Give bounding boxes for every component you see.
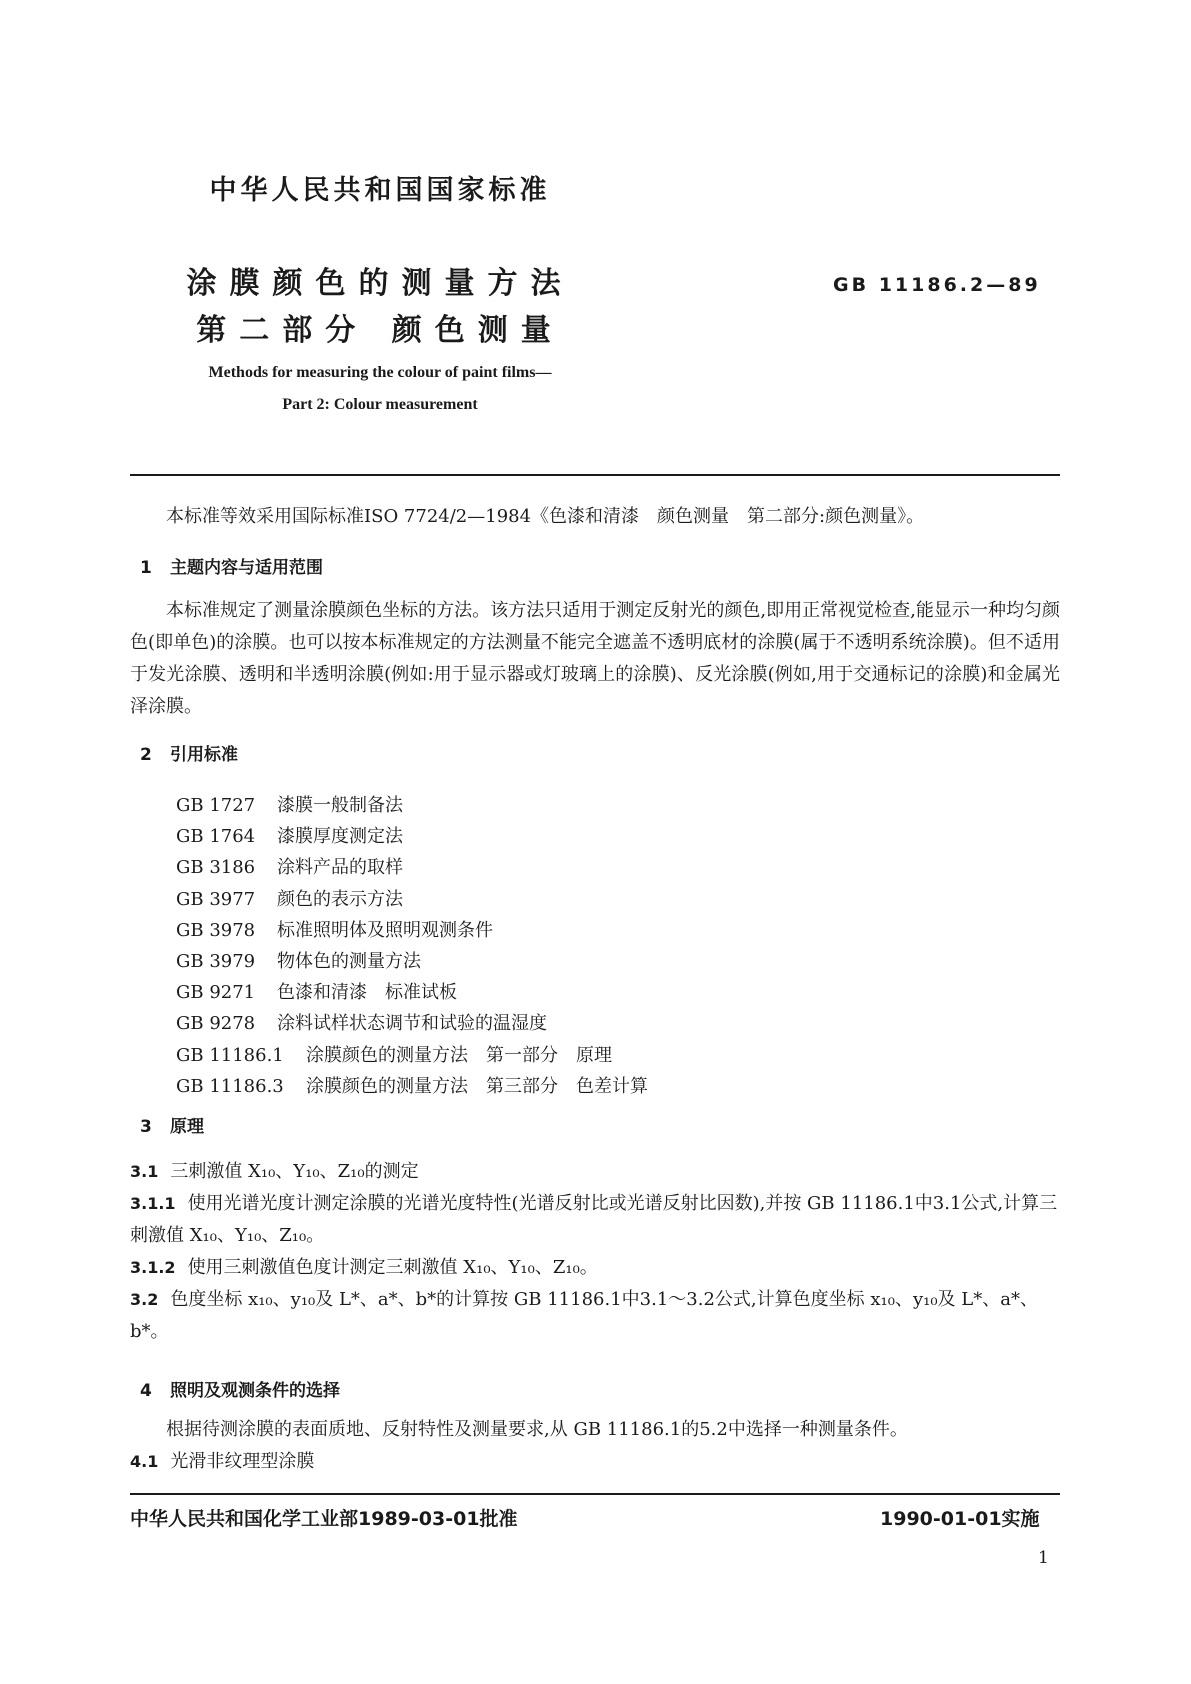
national-standard-heading: 中华人民共和国国家标准 <box>209 175 551 206</box>
reference-title: 涂膜颜色的测量方法 第一部分 原理 <box>306 1044 612 1066</box>
reference-title: 色漆和清漆 标准试板 <box>277 982 457 1004</box>
section-number: 2 <box>140 745 152 765</box>
section-4-heading <box>140 1376 340 1401</box>
document-subtitle: 第二部分 颜色测量 <box>196 313 564 348</box>
reference-item <box>176 1009 648 1040</box>
reference-title: 涂膜颜色的测量方法 第三部分 色差计算 <box>306 1075 648 1097</box>
intro-paragraph: 本标准等效采用国际标准ISO 7724/2—1984《色漆和清漆 颜色测量 第二部分:颜色测量》。 <box>166 506 925 527</box>
clause-text: 光滑非纹理型涂膜 <box>170 1451 315 1472</box>
english-title-line1: Methods for measuring the colour of paint films— <box>208 364 552 381</box>
reference-code: GB 9278 <box>176 1013 256 1035</box>
clause-number: 3.1.1 <box>130 1194 176 1213</box>
clause-number: 3.2 <box>130 1290 159 1309</box>
reference-item <box>176 916 648 947</box>
reference-code: GB 3978 <box>176 919 256 941</box>
section-3-heading <box>140 1112 204 1137</box>
reference-code: GB 3979 <box>176 950 256 972</box>
reference-code: GB 9271 <box>176 982 256 1004</box>
clause-text: 使用三刺激值色度计测定三刺激值 X₁₀、Y₁₀、Z₁₀。 <box>187 1257 598 1278</box>
footer-divider <box>130 1493 1060 1495</box>
reference-title: 漆膜一般制备法 <box>277 795 403 816</box>
section-1-heading <box>140 553 323 578</box>
reference-title: 标准照明体及照明观测条件 <box>277 919 493 941</box>
reference-item <box>176 1041 648 1072</box>
standard-number: GB 11186.2—89 <box>833 274 1041 296</box>
section-title: 原理 <box>170 1117 204 1137</box>
section-number: 3 <box>140 1117 152 1137</box>
reference-item <box>176 978 648 1009</box>
section-number: 4 <box>140 1381 152 1401</box>
section-title: 引用标准 <box>170 745 238 765</box>
page-number: 1 <box>1038 1548 1049 1568</box>
clause-number: 3.1.2 <box>130 1258 176 1277</box>
header-divider <box>130 474 1060 476</box>
clause-3-1-2 <box>130 1252 1060 1284</box>
reference-item <box>176 791 648 822</box>
reference-title: 漆膜厚度测定法 <box>277 826 403 848</box>
section-1-body: 本标准规定了测量涂膜颜色坐标的方法。该方法只适用于测定反射光的颜色,即用正常视觉检查,能显示一种均匀颜色(即单色)的涂膜。也可以按本标准规定的方法测量不能完全遮盖不透明底材的涂膜(属于不透明系统涂膜)。但不适用于发光涂膜、透明和半透明涂膜(例如:用于显示器或灯玻璃上的涂膜)、反光涂膜(例如,用于交通标记的涂膜)和金属光泽涂膜。 <box>130 600 1060 717</box>
reference-item <box>176 885 648 916</box>
clause-3-1 <box>130 1156 1060 1188</box>
reference-title: 涂料试样状态调节和试验的温湿度 <box>277 1013 547 1035</box>
effective-date: 1990-01-01实施 <box>880 1508 1040 1530</box>
document-title: 涂膜颜色的测量方法 <box>186 266 574 301</box>
clause-text: 使用光谱光度计测定涂膜的光谱光度特性(光谱反射比或光谱反射比因数),并按 GB 11186.1中3.1公式,计算三刺激值 X₁₀、Y₁₀、Z₁₀。 <box>130 1193 1058 1246</box>
reference-code: GB 11186.3 <box>176 1075 284 1097</box>
reference-code: GB 1764 <box>176 826 256 848</box>
reference-list <box>176 791 648 1103</box>
section-2-heading <box>140 740 238 765</box>
reference-item <box>176 853 648 884</box>
english-title-line2: Part 2: Colour measurement <box>282 396 478 413</box>
reference-title: 物体色的测量方法 <box>277 950 421 972</box>
section-number: 1 <box>140 558 152 578</box>
approval-note: 中华人民共和国化学工业部1989-03-01批准 <box>130 1508 518 1530</box>
reference-code: GB 1727 <box>176 795 256 816</box>
reference-code: GB 11186.1 <box>176 1044 284 1066</box>
reference-item <box>176 947 648 978</box>
reference-title: 颜色的表示方法 <box>277 888 403 910</box>
reference-code: GB 3186 <box>176 857 256 879</box>
clause-4-1 <box>130 1446 1060 1478</box>
reference-item <box>176 1072 648 1103</box>
clause-3-2 <box>130 1284 1060 1348</box>
clause-text: 三刺激值 X₁₀、Y₁₀、Z₁₀的测定 <box>170 1161 419 1182</box>
clause-number: 4.1 <box>130 1452 159 1471</box>
clause-3-1-1 <box>130 1188 1060 1252</box>
reference-code: GB 3977 <box>176 888 256 910</box>
section-title: 主题内容与适用范围 <box>170 558 323 578</box>
clause-number: 3.1 <box>130 1162 159 1181</box>
reference-title: 涂料产品的取样 <box>277 857 403 879</box>
reference-item <box>176 822 648 853</box>
section-title: 照明及观测条件的选择 <box>170 1381 340 1401</box>
clause-text: 色度坐标 x₁₀、y₁₀及 L*、a*、b*的计算按 GB 11186.1中3.1～3.2公式,计算色度坐标 x₁₀、y₁₀及 L*、a*、b*。 <box>130 1289 1038 1342</box>
section-4-body: 根据待测涂膜的表面质地、反射特性及测量要求,从 GB 11186.1的5.2中选择一种测量条件。 <box>166 1419 908 1440</box>
